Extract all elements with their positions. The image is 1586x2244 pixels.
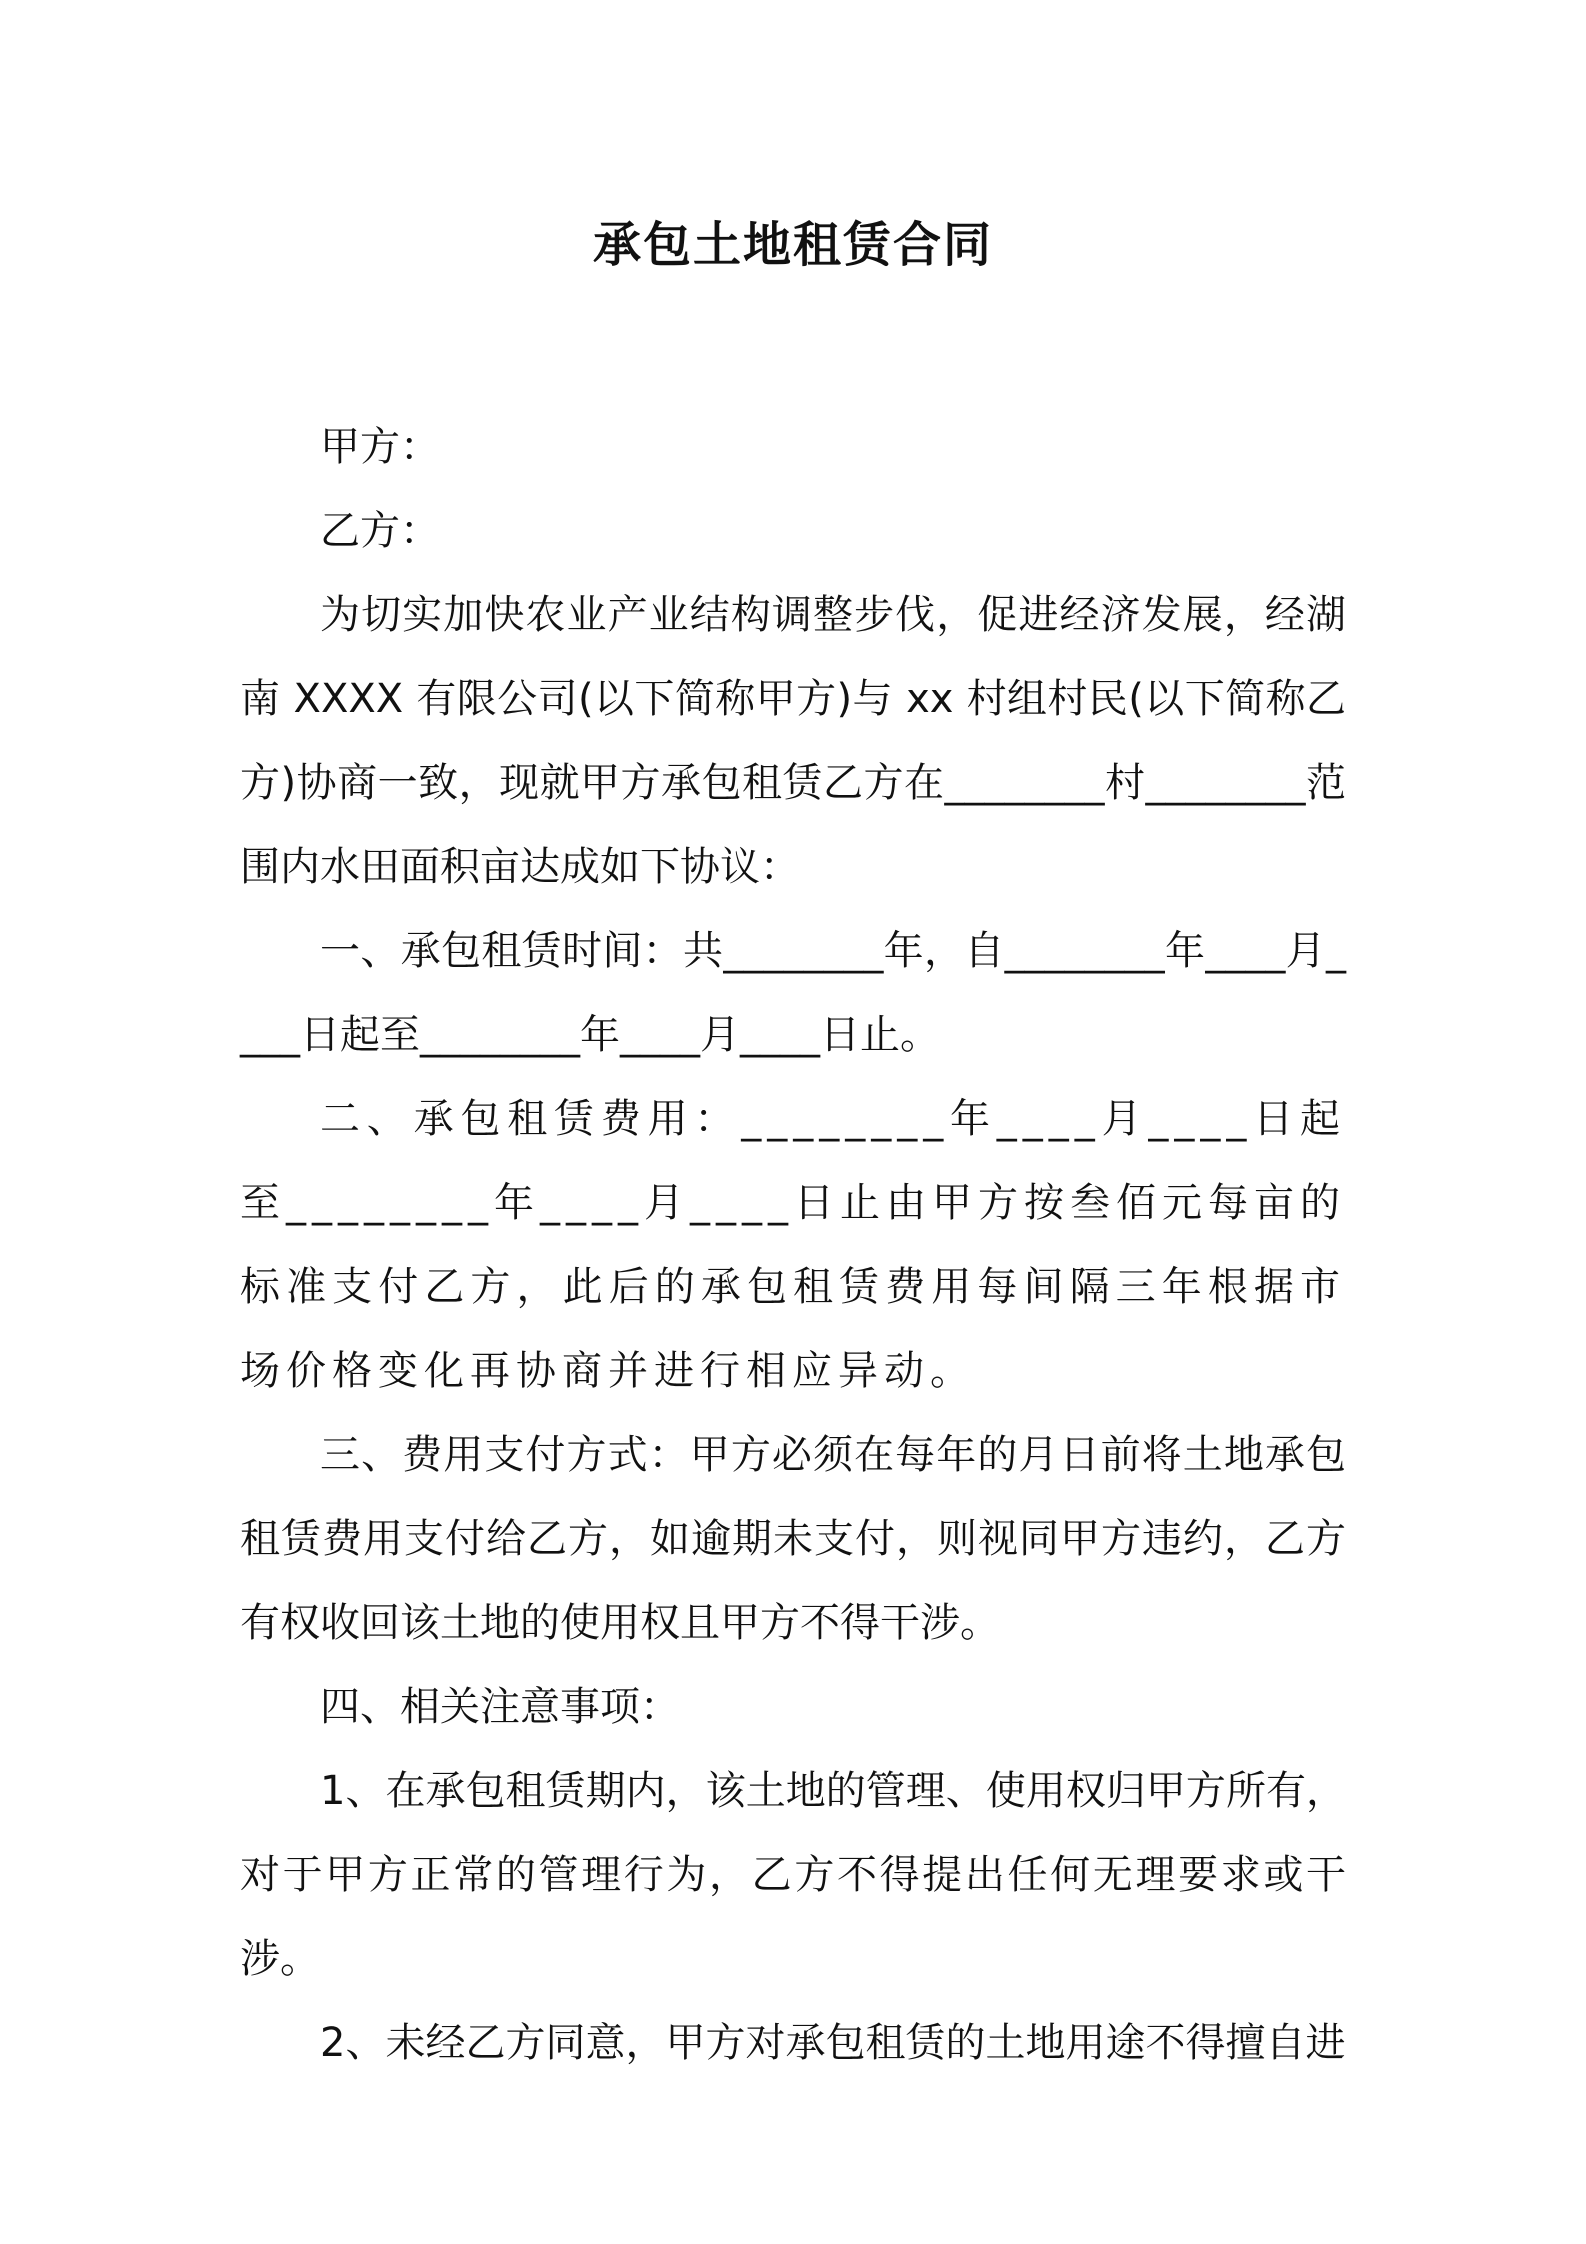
party-b-line: 乙方：	[320, 508, 440, 554]
clause-1-term: 一、承包租赁时间：共________年，自________年____月____日起至________年____月____日止。	[240, 928, 1346, 1058]
clause-4-item-1: 1、在承包租赁期内，该土地的管理、使用权归甲方所有，对于甲方正常的管理行为，乙方不得提出任何无理要求或干涉。	[240, 1768, 1346, 1982]
document-title: 承包土地租赁合同	[592, 217, 993, 273]
party-a-line: 甲方：	[320, 424, 440, 470]
clause-2-fee: 二、承包租赁费用：________年____月____日起至________年____月____日止由甲方按叁佰元每亩的标准支付乙方，此后的承包租赁费用每间隔三年根据市场价格变化再协商并进行相应异动。	[240, 1096, 1346, 1394]
clause-4-item-2: 2、未经乙方同意，甲方对承包租赁的土地用途不得擅自进	[320, 2020, 1346, 2066]
clause-3-payment: 三、费用支付方式：甲方必须在每年的月日前将土地承包租赁费用支付给乙方，如逾期未支付，则视同甲方违约，乙方有权收回该土地的使用权且甲方不得干涉。	[240, 1432, 1346, 1646]
clause-4-heading: 四、相关注意事项：	[320, 1684, 680, 1730]
preamble-paragraph: 为切实加快农业产业结构调整步伐，促进经济发展，经湖南 XXXX 有限公司(以下简称甲方)与 xx 村组村民(以下简称乙方)协商一致，现就甲方承包租赁乙方在________村________范围内水田面积亩达成如下协议：	[240, 592, 1346, 890]
document-body	[240, 405, 1346, 2085]
